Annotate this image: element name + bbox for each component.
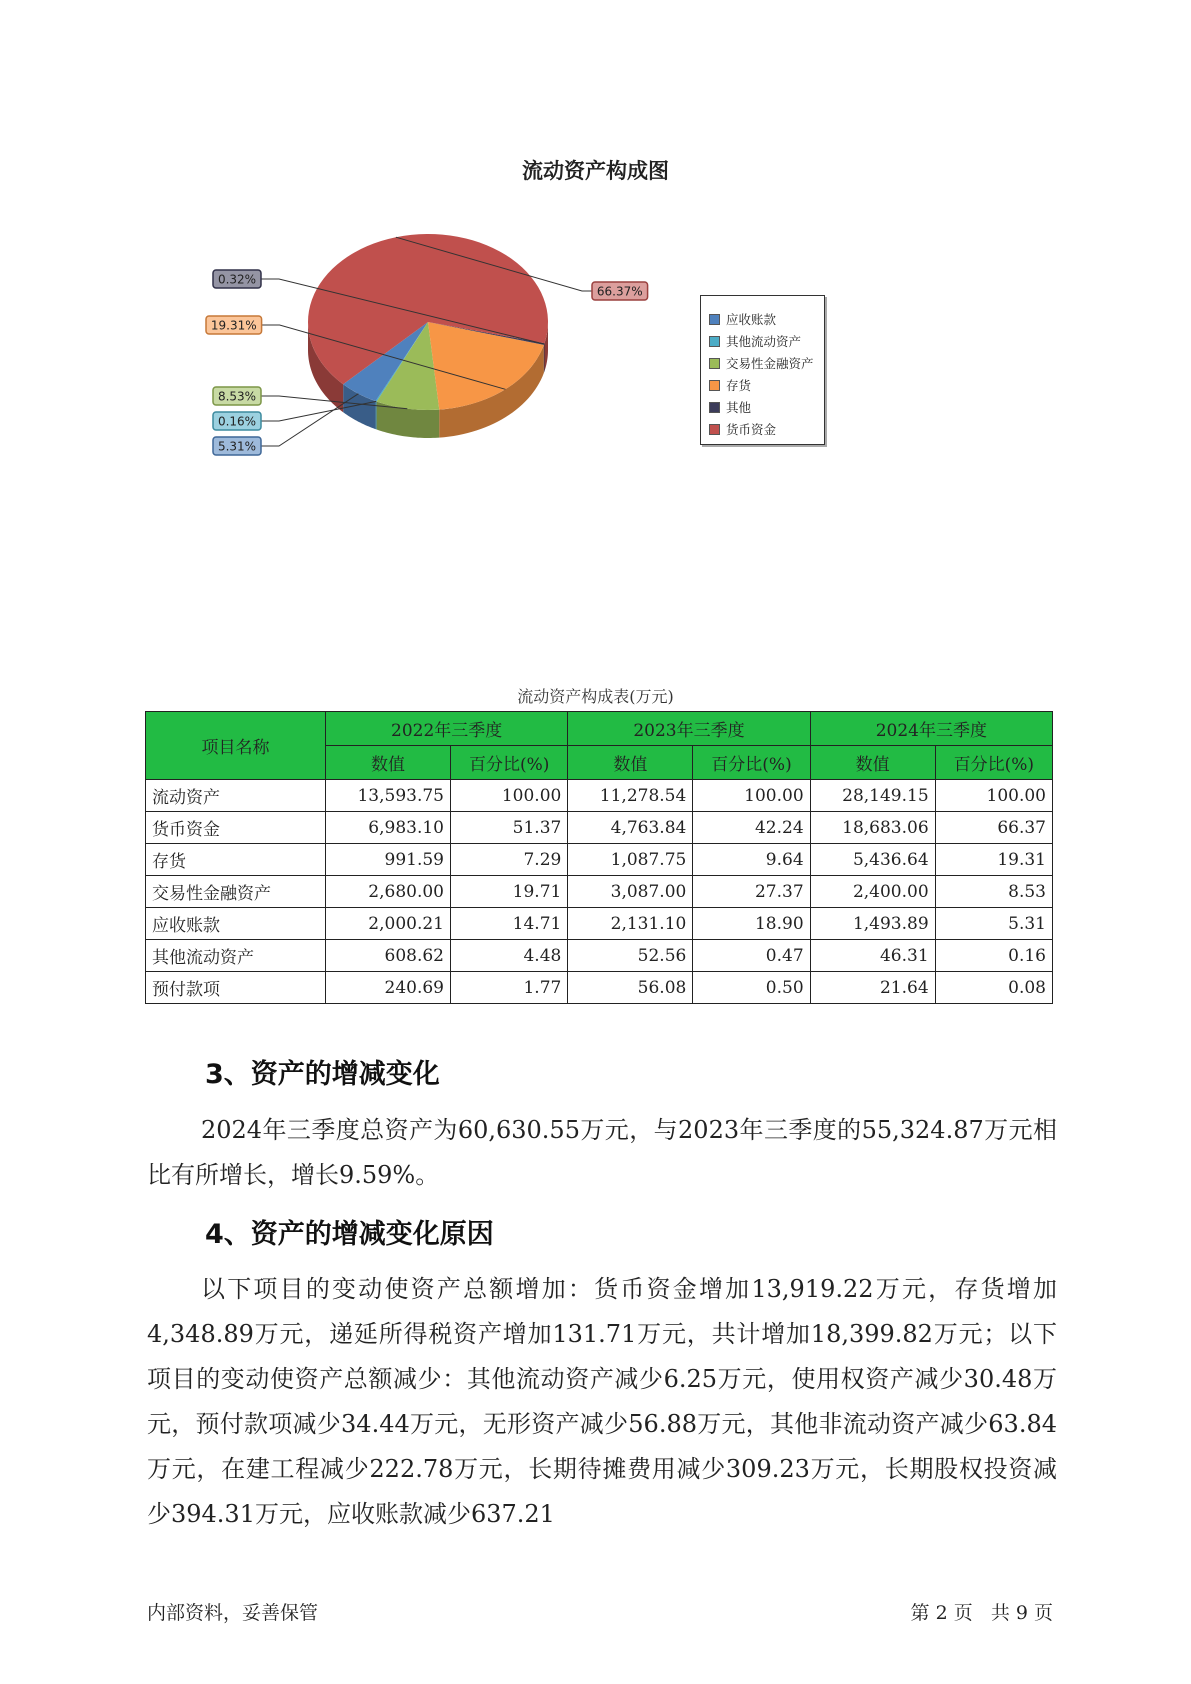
section-heading: 4、资产的增减变化原因 (205, 1219, 494, 1250)
legend-item (709, 308, 824, 330)
legend-label: 其他流动资产 (726, 334, 802, 349)
legend-swatch (709, 380, 720, 391)
value-cell: 52.56 (568, 940, 693, 972)
table-caption: 流动资产构成表(万元) (517, 687, 674, 706)
header-value: 数值 (810, 746, 935, 780)
percent-cell: 4.48 (451, 940, 568, 972)
chart-legend (700, 295, 825, 445)
percent-cell: 0.47 (693, 940, 810, 972)
legend-item (709, 330, 824, 352)
legend-swatch (709, 336, 720, 347)
table-row (146, 844, 1053, 876)
header-period: 2024年三季度 (810, 712, 1052, 746)
value-cell: 991.59 (326, 844, 451, 876)
header-item-name: 项目名称 (146, 712, 326, 780)
legend-item (709, 352, 824, 374)
section-paragraph: 2024年三季度总资产为60,630.55万元，与2023年三季度的55,324.87万元相比有所增长，增长9.59%。 (147, 1116, 1057, 1189)
data-label: 5.31% (217, 439, 257, 454)
percent-cell: 0.08 (935, 972, 1052, 1004)
legend-item (709, 396, 824, 418)
value-cell: 56.08 (568, 972, 693, 1004)
data-label: 19.31% (210, 318, 257, 333)
header-period: 2022年三季度 (326, 712, 568, 746)
value-cell: 2,000.21 (326, 908, 451, 940)
value-cell: 3,087.00 (568, 876, 693, 908)
percent-cell: 51.37 (451, 812, 568, 844)
legend-swatch (709, 358, 720, 369)
legend-label: 存货 (726, 378, 752, 393)
percent-cell: 100.00 (693, 780, 810, 812)
value-cell: 2,680.00 (326, 876, 451, 908)
percent-cell: 66.37 (935, 812, 1052, 844)
section-heading: 3、资产的增减变化 (205, 1059, 440, 1090)
value-cell: 13,593.75 (326, 780, 451, 812)
table-row (146, 876, 1053, 908)
data-label: 0.16% (217, 414, 257, 429)
table-row (146, 940, 1053, 972)
value-cell: 608.62 (326, 940, 451, 972)
row-label: 货币资金 (146, 812, 326, 844)
value-cell: 28,149.15 (810, 780, 935, 812)
legend-item (709, 374, 824, 396)
value-cell: 2,131.10 (568, 908, 693, 940)
value-cell: 21.64 (810, 972, 935, 1004)
percent-cell: 14.71 (451, 908, 568, 940)
row-label: 预付款项 (146, 972, 326, 1004)
data-label: 8.53% (217, 389, 257, 404)
header-value: 数值 (326, 746, 451, 780)
header-period: 2023年三季度 (568, 712, 810, 746)
percent-cell: 42.24 (693, 812, 810, 844)
row-label: 交易性金融资产 (146, 876, 326, 908)
percent-cell: 1.77 (451, 972, 568, 1004)
table-row (146, 908, 1053, 940)
percent-cell: 19.31 (935, 844, 1052, 876)
value-cell: 6,983.10 (326, 812, 451, 844)
footer-confidential: 内部资料，妥善保管 (147, 1602, 319, 1624)
footer-page-number: 第 2 页 共 9 页 (910, 1602, 1053, 1624)
percent-cell: 9.64 (693, 844, 810, 876)
percent-cell: 27.37 (693, 876, 810, 908)
legend-label: 其他 (726, 400, 752, 415)
data-label: 0.32% (217, 272, 257, 287)
header-percent: 百分比(%) (451, 746, 568, 780)
row-label: 应收账款 (146, 908, 326, 940)
percent-cell: 19.71 (451, 876, 568, 908)
table-row (146, 780, 1053, 812)
header-percent: 百分比(%) (935, 746, 1052, 780)
percent-cell: 100.00 (451, 780, 568, 812)
pie-slice-side (544, 343, 545, 373)
row-label: 流动资产 (146, 780, 326, 812)
table-row (146, 972, 1053, 1004)
row-label: 其他流动资产 (146, 940, 326, 972)
table-row (146, 812, 1053, 844)
percent-cell: 100.00 (935, 780, 1052, 812)
value-cell: 11,278.54 (568, 780, 693, 812)
value-cell: 46.31 (810, 940, 935, 972)
legend-label: 应收账款 (726, 312, 777, 327)
percent-cell: 0.16 (935, 940, 1052, 972)
value-cell: 1,493.89 (810, 908, 935, 940)
value-cell: 1,087.75 (568, 844, 693, 876)
legend-swatch (709, 402, 720, 413)
value-cell: 240.69 (326, 972, 451, 1004)
legend-swatch (709, 314, 720, 325)
header-percent: 百分比(%) (693, 746, 810, 780)
value-cell: 18,683.06 (810, 812, 935, 844)
row-label: 存货 (146, 844, 326, 876)
legend-swatch (709, 424, 720, 435)
percent-cell: 5.31 (935, 908, 1052, 940)
section-paragraph: 以下项目的变动使资产总额增加：货币资金增加13,919.22万元，存货增加4,348.89万元，递延所得税资产增加131.71万元，共计增加18,399.82万元；以下项目的变动使资产总额减少：其他流动资产减少6.25万元，使用权资产减少30.48万元，预付款项减少34.44万元，无形资产减少56.88万元，其他非流动资产减少63.84万元，在建工程减少222.78万元，长期待摊费用减少309.23万元，长期股权投资减少394.31万元，应收账款减少637.21 (147, 1275, 1057, 1528)
chart-title: 流动资产构成图 (522, 159, 669, 183)
data-label: 66.37% (596, 284, 643, 299)
percent-cell: 0.50 (693, 972, 810, 1004)
value-cell: 2,400.00 (810, 876, 935, 908)
header-value: 数值 (568, 746, 693, 780)
percent-cell: 7.29 (451, 844, 568, 876)
percent-cell: 18.90 (693, 908, 810, 940)
legend-item (709, 418, 824, 440)
legend-label: 交易性金融资产 (726, 356, 814, 371)
percent-cell: 8.53 (935, 876, 1052, 908)
pie-chart (0, 0, 1191, 520)
legend-label: 货币资金 (726, 422, 777, 437)
value-cell: 4,763.84 (568, 812, 693, 844)
current-assets-table (145, 711, 1053, 1004)
value-cell: 5,436.64 (810, 844, 935, 876)
